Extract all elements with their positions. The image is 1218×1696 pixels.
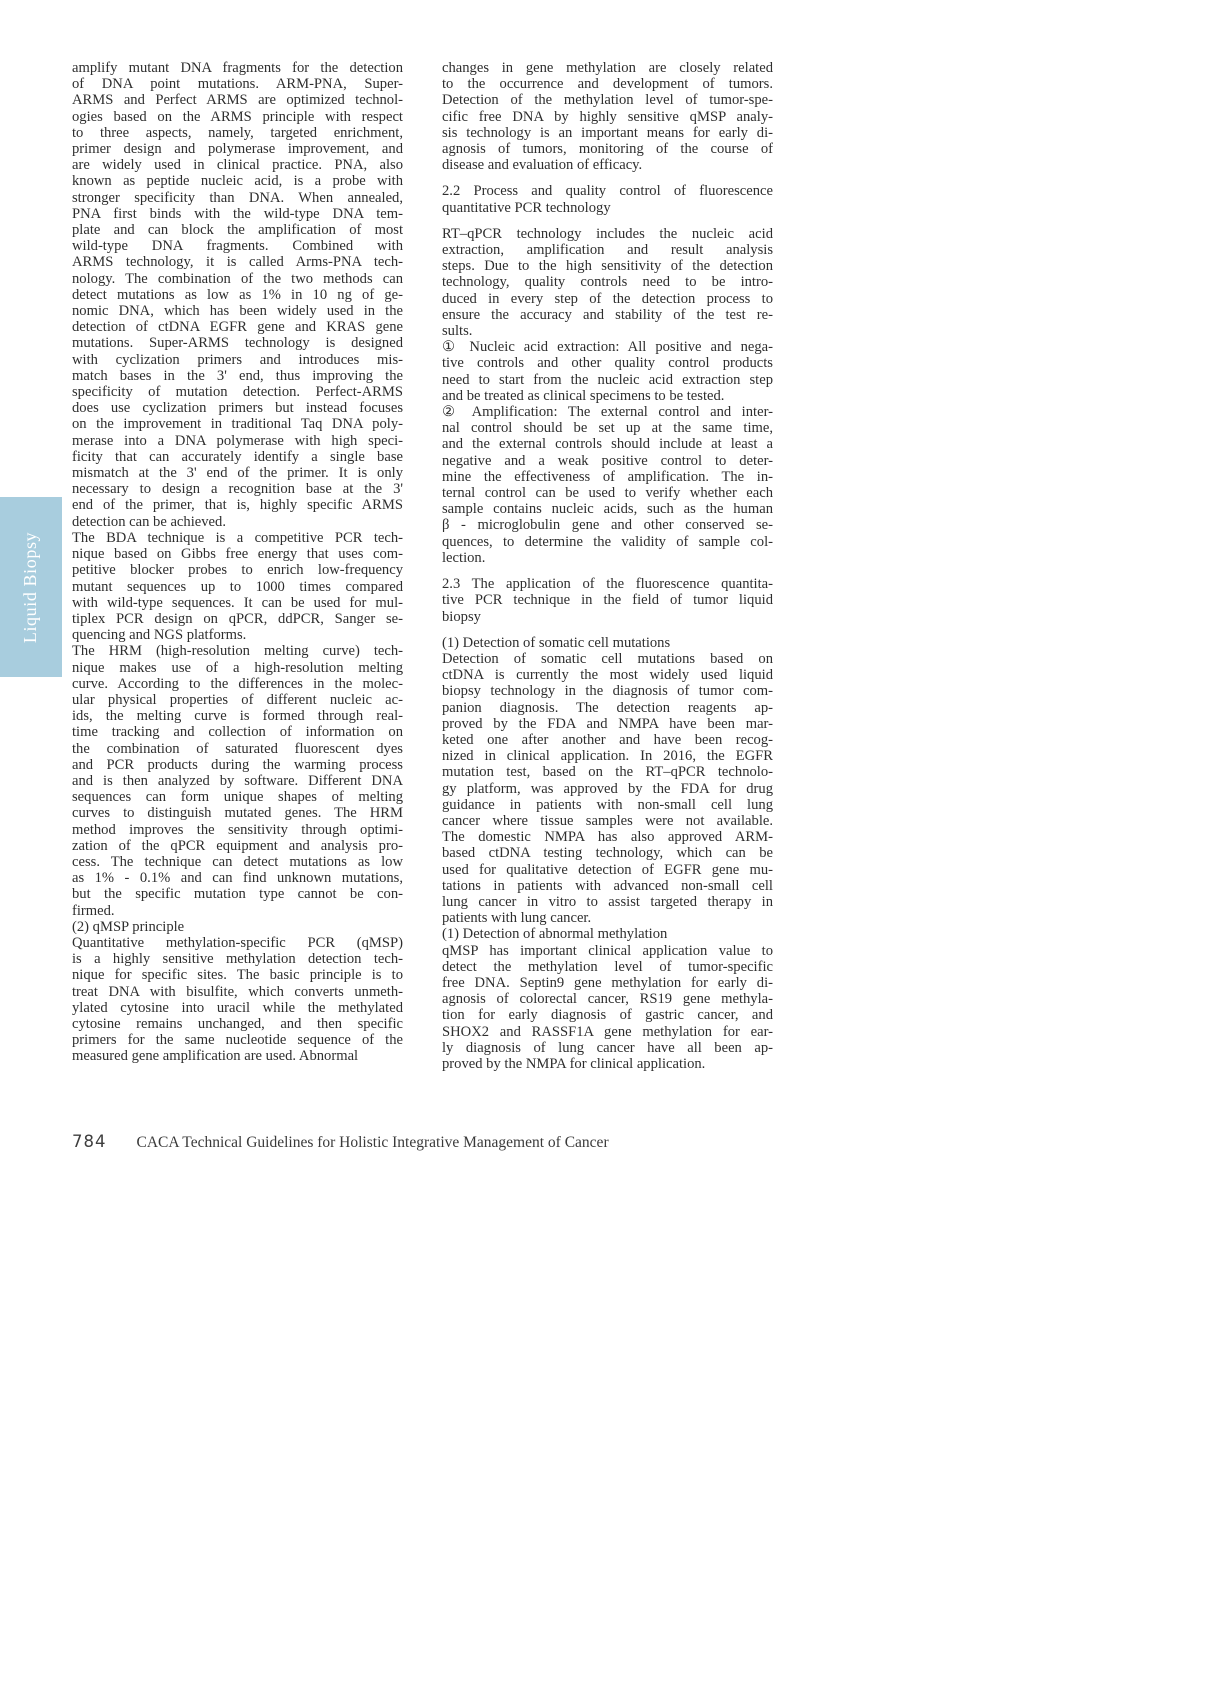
text-line: plate and can block the amplification of most xyxy=(72,222,403,239)
text-line: petitive blocker probes to enrich low-frequency xyxy=(72,562,403,579)
text-line: to three aspects, namely, targeted enrichment, xyxy=(72,124,403,141)
paragraph xyxy=(442,339,773,404)
paragraph xyxy=(72,530,403,643)
text-line: method improves the sensitivity through optimi- xyxy=(72,821,403,838)
label-line xyxy=(72,919,403,935)
paragraph xyxy=(72,60,403,530)
text-line: Quantitative methylation-specific PCR (qMSP) xyxy=(72,934,403,951)
text-line: need to start from the nucleic acid extraction step xyxy=(442,371,773,388)
text-line: treat DNA with bisulfite, which converts unmeth- xyxy=(72,983,403,1000)
text-line: ① Nucleic acid extraction: All positive and nega- xyxy=(442,339,773,356)
text-line: to the occurrence and development of tumors. xyxy=(442,76,773,93)
text-line: necessary to design a recognition base at the 3' xyxy=(72,481,403,498)
text-line: lung cancer in vitro to assist targeted therapy in xyxy=(442,893,773,910)
text-line: does use cyclization primers but instead focuses xyxy=(72,400,403,417)
text-line: detect the methylation level of tumor-specific xyxy=(442,958,773,975)
text-line: nomic DNA, which has been widely used in the xyxy=(72,303,403,320)
text-line: detection of ctDNA EGFR gene and KRAS gene xyxy=(72,319,403,336)
text-line: biopsy xyxy=(442,608,481,625)
running-title: CACA Technical Guidelines for Holistic Integrative Management of Cancer xyxy=(136,1134,609,1151)
text-line: nique for specific sites. The basic principle is to xyxy=(72,967,403,984)
text-line: ensure the accuracy and stability of the test re- xyxy=(442,306,773,323)
paragraph xyxy=(442,943,773,1073)
text-line: steps. Due to the high sensitivity of the detection xyxy=(442,258,773,275)
text-line: curves to distinguish mutated genes. The HRM xyxy=(72,805,403,822)
text-line: but the specific mutation type cannot be con- xyxy=(72,886,403,903)
chapter-tab xyxy=(0,497,62,677)
text-line: SHOX2 and RASSF1A gene methylation for ear- xyxy=(442,1023,773,1040)
text-line: mutation test, based on the RT–qPCR technolo- xyxy=(442,764,773,781)
text-column-right xyxy=(442,60,773,1072)
text-line: mutations. Super-ARMS technology is designed xyxy=(72,335,403,352)
text-line: nized in clinical application. In 2016, the EGFR xyxy=(442,748,773,765)
text-line: merase into a DNA polymerase with high speci- xyxy=(72,432,403,449)
text-line: known as peptide nucleic acid, is a probe with xyxy=(72,173,403,190)
text-line: ular physical properties of different nucleic ac- xyxy=(72,691,403,708)
text-line: as 1% - 0.1% and can find unknown mutations, xyxy=(72,870,403,887)
text-line: lection. xyxy=(442,549,486,566)
text-line: ids, the melting curve is formed through real- xyxy=(72,708,403,725)
text-line: extraction, amplification and result analysis xyxy=(442,242,773,259)
text-line: used for qualitative detection of EGFR gene mu- xyxy=(442,861,773,878)
text-line: detect mutations as low as 1% in 10 ng of ge- xyxy=(72,286,403,303)
text-line: wild-type DNA fragments. Combined with xyxy=(72,238,403,255)
text-line: firmed. xyxy=(72,902,115,919)
text-line: cess. The technique can detect mutations as low xyxy=(72,853,403,870)
text-line: (1) Detection of somatic cell mutations xyxy=(442,634,671,651)
text-line: ARMS technology, it is called Arms-PNA tech- xyxy=(72,254,403,271)
text-line: based ctDNA testing technology, which can be xyxy=(442,845,773,862)
text-line: and PCR products during the warming process xyxy=(72,756,403,773)
text-line: Detection of somatic cell mutations based on xyxy=(442,650,773,667)
text-line: disease and evaluation of efficacy. xyxy=(442,157,643,174)
text-line: tations in patients with advanced non-small cell xyxy=(442,877,773,894)
text-line: is a highly sensitive methylation detection tech- xyxy=(72,951,403,968)
text-line: tion for early diagnosis of gastric cancer, and xyxy=(442,1007,773,1024)
text-line: cytosine remains unchanged, and then specific xyxy=(72,1015,403,1032)
text-line: technology, quality controls need to be intro- xyxy=(442,274,773,291)
text-line: ② Amplification: The external control and inter- xyxy=(442,404,773,421)
section-heading xyxy=(442,183,773,215)
text-line: biopsy technology in the diagnosis of tumor com- xyxy=(442,683,773,700)
text-line: end of the primer, that is, highly specific ARMS xyxy=(72,497,403,514)
text-line: primer design and polymerase improvement, and xyxy=(72,141,403,158)
text-line: patients with lung cancer. xyxy=(442,910,592,927)
text-line: RT–qPCR technology includes the nucleic acid xyxy=(442,225,773,242)
text-line: proved by the FDA and NMPA have been mar- xyxy=(442,715,773,732)
text-line: The BDA technique is a competitive PCR tech- xyxy=(72,529,403,546)
paragraph xyxy=(72,643,403,918)
text-line: match bases in the 3' end, thus improving the xyxy=(72,367,403,384)
page-number: 784 xyxy=(72,1132,107,1151)
text-line: zation of the qPCR equipment and analysis pro- xyxy=(72,837,403,854)
text-line: cific free DNA by highly sensitive qMSP analy- xyxy=(442,108,773,125)
text-line: curve. According to the differences in the molec- xyxy=(72,675,403,692)
text-line: and be treated as clinical specimens to be tested. xyxy=(442,387,725,404)
text-line: qMSP has important clinical application value to xyxy=(442,942,773,959)
text-line: nique based on Gibbs free energy that uses com- xyxy=(72,546,403,563)
text-line: tive PCR technique in the field of tumor liquid xyxy=(442,592,773,609)
text-line: keted one after another and have been recog- xyxy=(442,731,773,748)
text-line: tiplex PCR design on qPCR, ddPCR, Sanger se- xyxy=(72,610,403,627)
page-footer xyxy=(72,1132,609,1152)
text-line: cancer where tissue samples were not available. xyxy=(442,812,773,829)
text-line: are widely used in clinical practice. PNA, also xyxy=(72,157,403,174)
text-line: with cyclization primers and introduces mis- xyxy=(72,351,403,368)
text-line: changes in gene methylation are closely related xyxy=(442,60,773,76)
text-line: duced in every step of the detection process to xyxy=(442,290,773,307)
text-line: 2.3 The application of the fluorescence quantita- xyxy=(442,576,773,593)
text-line: quantitative PCR technology xyxy=(442,199,611,216)
text-line: with wild-type sequences. It can be used for mul- xyxy=(72,594,403,611)
text-line: time tracking and collection of information on xyxy=(72,724,403,741)
text-line: (2) qMSP principle xyxy=(72,918,185,935)
text-line: stronger specificity than DNA. When annealed, xyxy=(72,189,403,206)
text-line: sis technology is an important means for early di- xyxy=(442,124,773,141)
text-line: detection can be achieved. xyxy=(72,513,226,530)
text-line: β - microglobulin gene and other conserved se- xyxy=(442,517,773,534)
text-line: The HRM (high-resolution melting curve) tech- xyxy=(72,643,403,660)
text-line: ogies based on the ARMS principle with respect xyxy=(72,108,403,125)
text-line: on the improvement in traditional Taq DNA poly- xyxy=(72,416,403,433)
text-line: tive controls and other quality control products xyxy=(442,355,773,372)
text-line: measured gene amplification are used. Abnormal xyxy=(72,1048,359,1065)
chapter-tab-label: Liquid Biopsy xyxy=(20,531,41,643)
paragraph xyxy=(442,226,773,339)
text-line: the combination of saturated fluorescent dyes xyxy=(72,740,403,757)
text-line: quences, to determine the validity of sample col- xyxy=(442,533,773,550)
text-line: specificity of mutation detection. Perfect-ARMS xyxy=(72,384,403,401)
text-line: nique makes use of a high-resolution melting xyxy=(72,659,403,676)
text-line: primers for the same nucleotide sequence of the xyxy=(72,1032,403,1049)
text-line: agnosis of tumors, monitoring of the course of xyxy=(442,141,773,158)
text-line: quencing and NGS platforms. xyxy=(72,627,247,644)
text-line: ylated cytosine into uracil while the methylated xyxy=(72,999,403,1016)
text-line: nology. The combination of the two methods can xyxy=(72,270,403,287)
text-line: negative and a weak positive control to deter- xyxy=(442,452,773,469)
text-line: and is then analyzed by software. Different DNA xyxy=(72,772,403,789)
text-line: sults. xyxy=(442,323,473,340)
text-line: and the external controls should include at least a xyxy=(442,436,773,453)
text-line: proved by the NMPA for clinical application. xyxy=(442,1055,706,1072)
text-line: The domestic NMPA has also approved ARM- xyxy=(442,829,773,846)
text-line: mutant sequences up to 1000 times compared xyxy=(72,578,403,595)
text-line: ARMS and Perfect ARMS are optimized technol- xyxy=(72,92,403,109)
paragraph xyxy=(442,651,773,926)
label-line xyxy=(442,635,773,651)
text-line: (1) Detection of abnormal methylation xyxy=(442,926,668,943)
text-line: 2.2 Process and quality control of fluorescence xyxy=(442,183,773,200)
text-line: Detection of the methylation level of tumor-spe- xyxy=(442,92,773,109)
paragraph xyxy=(72,935,403,1065)
text-line: PNA first binds with the wild-type DNA tem- xyxy=(72,205,403,222)
text-line: amplify mutant DNA fragments for the detection xyxy=(72,60,403,76)
paragraph xyxy=(442,60,773,173)
text-line: sequences can form unique shapes of melting xyxy=(72,789,403,806)
text-line: free DNA. Septin9 gene methylation for early di- xyxy=(442,974,773,991)
text-line: ternal control can be used to verify whether each xyxy=(442,485,773,502)
text-line: agnosis of colorectal cancer, RS19 gene methyla- xyxy=(442,991,773,1008)
text-line: of DNA point mutations. ARM-PNA, Super- xyxy=(72,76,403,93)
text-line: ly diagnosis of lung cancer have all been ap- xyxy=(442,1039,773,1056)
text-line: mismatch at the 3' end of the primer. It is only xyxy=(72,465,403,482)
paragraph xyxy=(442,404,773,566)
text-line: gy platform, was approved by the FDA for drug xyxy=(442,780,773,797)
text-line: nal control should be set up at the same time, xyxy=(442,420,773,437)
text-line: sample contains nucleic acids, such as the human xyxy=(442,501,773,518)
text-line: panion diagnosis. The detection reagents ap- xyxy=(442,699,773,716)
text-column-left xyxy=(72,60,403,1065)
section-heading xyxy=(442,576,773,625)
text-line: ctDNA is currently the most widely used liquid xyxy=(442,667,773,684)
text-line: mine the effectiveness of amplification. The in- xyxy=(442,468,773,485)
label-line xyxy=(442,926,773,942)
text-line: ficity that can accurately identify a single base xyxy=(72,448,403,465)
text-line: guidance in patients with non-small cell lung xyxy=(442,796,773,813)
